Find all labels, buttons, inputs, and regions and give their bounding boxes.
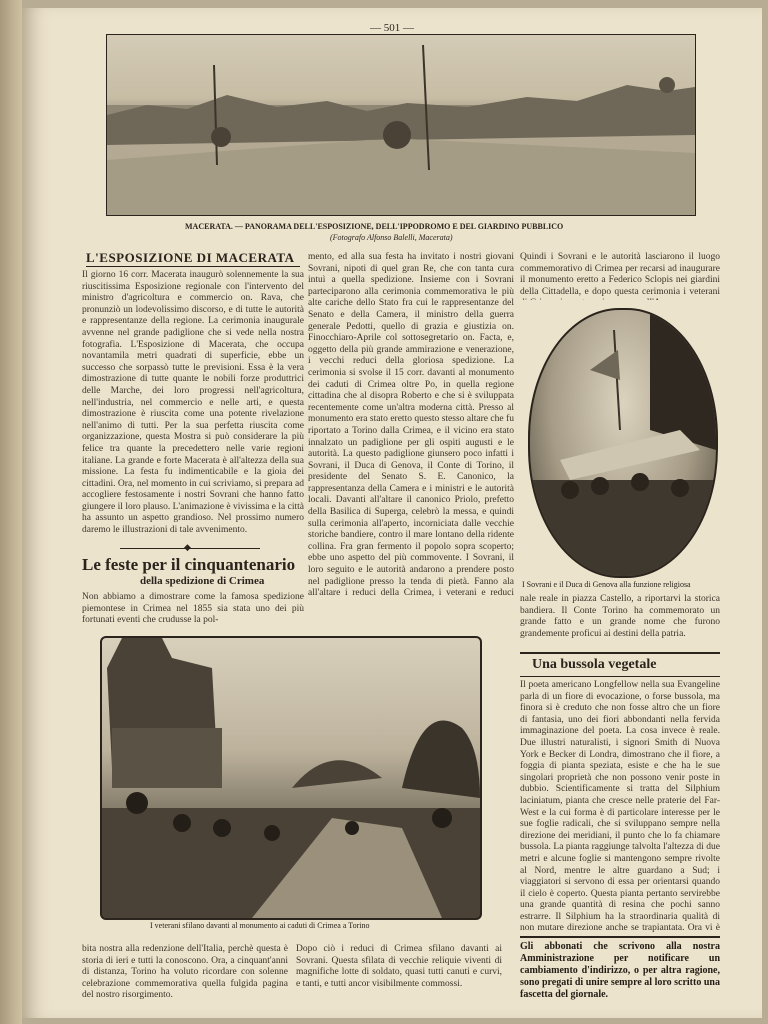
oval-caption: I Sovrani e il Duca di Genova alla funzione religiosa xyxy=(522,580,691,589)
article-title-bussola: Una bussola vegetale xyxy=(532,657,657,672)
bottom-text-col2: Dopo ciò i reduci di Crimea sfilano davanti ai Sovrani. Questa sfilata di vecchie reliquie viventi di magnifiche lotte di soldato, quasi tutti canuti e curvi, e tanti, e tutti ancor visibilmente commossi. xyxy=(296,944,502,989)
panorama-illustration xyxy=(107,35,695,215)
article-crimea-col2: mento, ed alla sua festa ha invitato i nostri giovani Sovrani, nipoti di quel gran Re, che con tanta cura intuì a quella spedizione. Insieme con i Sovrani parteciparono alla cerimonia commemorativa le più alte cariche dello Stato fra cui le rappresentanze del Senato e della Camera, il ministro della guerra generale Pedotti, quello di grazia e giustizia on. Finocchiaro-Aprile col sottosegretario on. Facta, e, oggetto della più grande ammirazione e venerazione, i vecchi reduci della gloriosa spedizione. La cerimonia si svolse il 15 corr. davanti al monumento dei caduti di Crimea oltre Po, in quella regione cittadina che al disopra Roberto e che si è sviluppata recentemente come un'altra moderna città. Presso al monumento era stato eretto questo stesso altare che fu riportato a Torino dalla Crimea, e il vicino era stato innalzato un padiglione per gli ospiti augusti e le autorità. La questo padiglione giunsero poco infatti i Sovrani, il Duca di Genova, il Conte di Torino, il presidente del Senato S. E. Canonico, la rappresentanza della Camera e i ministri e le autorità locali. Davanti all'altare il canonico Priolo, prefetto della Basilica di Superga, celebrò la messa, e quindi sulla cerimonia all'aperto, incorniciata dalle vecchie storiche bandiere, contro il mare lontano della ridente collina. Fra gran fermento il popolo sopra scoperto; ebbe uno aspetto del più commovente. I Sovrani, il loro seguito e le autorità andarono a prendere posto nel padiglione presso la tenda di pietà. Fanno ala all'altare i reduci della Crimea, i veterani e reduci xyxy=(308,252,514,598)
main-illustration xyxy=(102,638,480,918)
panorama-credit: (Fotografo Alfonso Balelli, Macerata) xyxy=(330,233,453,242)
ornament-diamond: ◆ xyxy=(184,542,191,552)
panorama-photo xyxy=(106,34,696,216)
article-esposizione-col1: Il giorno 16 corr. Macerata inaugurò solennemente la sua riuscitissima Esposizione regionale con l'intervento del ministro d'agricoltura e commercio on. Rava, che pronunziò un lodevolissimo discorso, e di tutte le autorità e rappresentanze della regione. La cerimonia inaugurale avvenne nel grande padiglione che si vede nella nostra fotografia. L'Esposizione di Macerata, che occupa novantamila metri quadrati di superficie, ebbe un successo che sorpassò tutte le previsioni. Essa è la vera dimostrazione di tutte quante le nobili forze produttrici delle Marche, dei loro progressi nell'agricoltura, nell'industria, nel commercio e nelle arti, e questa dimostrazione è riuscita come una potente rivelazione nell'animo di tutti. Per la sua perfetta riuscita come organizzazione, questa Mostra si può considerare la più felice tra quante la precedettero nelle varie regioni italiane. La grande e forte Macerata è all'altezza della sua missione. La festa fu indimenticabile e la gioia dei cittadini. Ora, nel momento in cui scriviamo, si prepara ad accogliere festosamente i nostri Sovrani che hanno fatto giungere il loro plauso. L'animazione è vivissima e la città ha assunto un aspetto grandioso. Nel prossimo numero daremo le illustrazioni di tale avvenimento. xyxy=(82,270,304,536)
article-title-esposizione: L'ESPOSIZIONE DI MACERATA xyxy=(86,250,295,265)
oval-photo-sovrani xyxy=(528,308,718,578)
right-col-mid-text: nale reale in piazza Castello, a riportarvi la storica bandiera. Il Conte Torino ha commemorato un grande fatto e un grande nome che furono grandemente proficui ai destini della patria. xyxy=(520,594,720,639)
main-photo-caption: I veterani sfilano davanti al monumento ai caduti di Crimea a Torino xyxy=(150,921,370,930)
notice-rule xyxy=(520,936,720,938)
bottom-text-col1: bita nostra alla redenzione dell'Italia, perchè questa è storia di ieri e tutti la conoscono. Ora, a cinquant'anni di distanza, Torino ha voluto ricordare con solenne celebrazione commemorativa quella fulgida pagina del nostro risorgimento. xyxy=(82,944,288,1001)
article-subtitle-feste: della spedizione di Crimea xyxy=(140,575,265,587)
subscriber-notice: Gli abbonati che scrivono alla nostra Amministrazione per notificare un cambiamento d'indirizzo, o per altra ragione, sono pregati di unire sempre al loro scritto una fascetta del giornale. xyxy=(520,941,720,1000)
oval-illustration xyxy=(530,310,716,576)
article-feste-intro: Non abbiamo a dimostrare come la famosa spedizione piemontese in Crimea nel 1855 sia stata uno dei più fortunati eventi che crudusse la pol- xyxy=(82,592,304,626)
bussola-top-rule xyxy=(520,652,720,654)
page-number: — 501 — xyxy=(370,22,414,34)
main-photo-veterani xyxy=(100,636,482,920)
right-col-top-text: Quindi i Sovrani e le autorità lasciarono il luogo commemorativo di Crimea per recarsi ad inaugurare il monumento eretto a Federico Sclopis nei giardini della Cittadella, e dopo questa cerimonia i veterani xyxy=(520,252,720,297)
bussola-bottom-rule xyxy=(520,676,720,677)
book-spine xyxy=(0,0,22,1024)
article-bussola-text: Il poeta americano Longfellow nella sua Evangeline parla di un fiore di evocazione, o forse bussola, ma finora si è creduto che non fosse altro che un fiore di fantasia, uno dei fiori abbondanti nella fervida immaginazione del poeta. La cosa invece è reale. Due illustri naturalisti, i signori Smith di Nuova York e Becker di Londra, dimostrano che il fiore, a foggia di pianta speziata, esiste e che ha le sue singolari proprietà che non possono venir poste in dubbio. Scientificamente si tratta del Silphium laciniatum, pianta che cresce nelle praterie del Far-West e la cui forma è di particolare interesse per le sue foglie radicali, che si sviluppano sempre nella direzione dei meridiani, il punto che lo fa chiamare bussola. La pianta raggiunge talvolta l'altezza di due metri e alcune foglie si mantengono sempre rivolte al Nord, mentre le altre guardano a Sud; i viaggiatori si servono di essa per orientarsi quando il cielo è coperto. Questa pianta pertanto servirebbe una grande quantità di resina che pochi sanno estrarre. Il Silphium ha la straordinaria qualità di non mutare direzione anche se trapiantata. Ora vi è xyxy=(520,680,720,932)
title-rule xyxy=(86,266,300,267)
article-title-feste: Le feste per il cinquantenario xyxy=(82,555,296,574)
panorama-caption: MACERATA. — PANORAMA DELL'ESPOSIZIONE, DELL'IPPODROMO E DEL GIARDINO PUBBLICO xyxy=(185,222,564,231)
